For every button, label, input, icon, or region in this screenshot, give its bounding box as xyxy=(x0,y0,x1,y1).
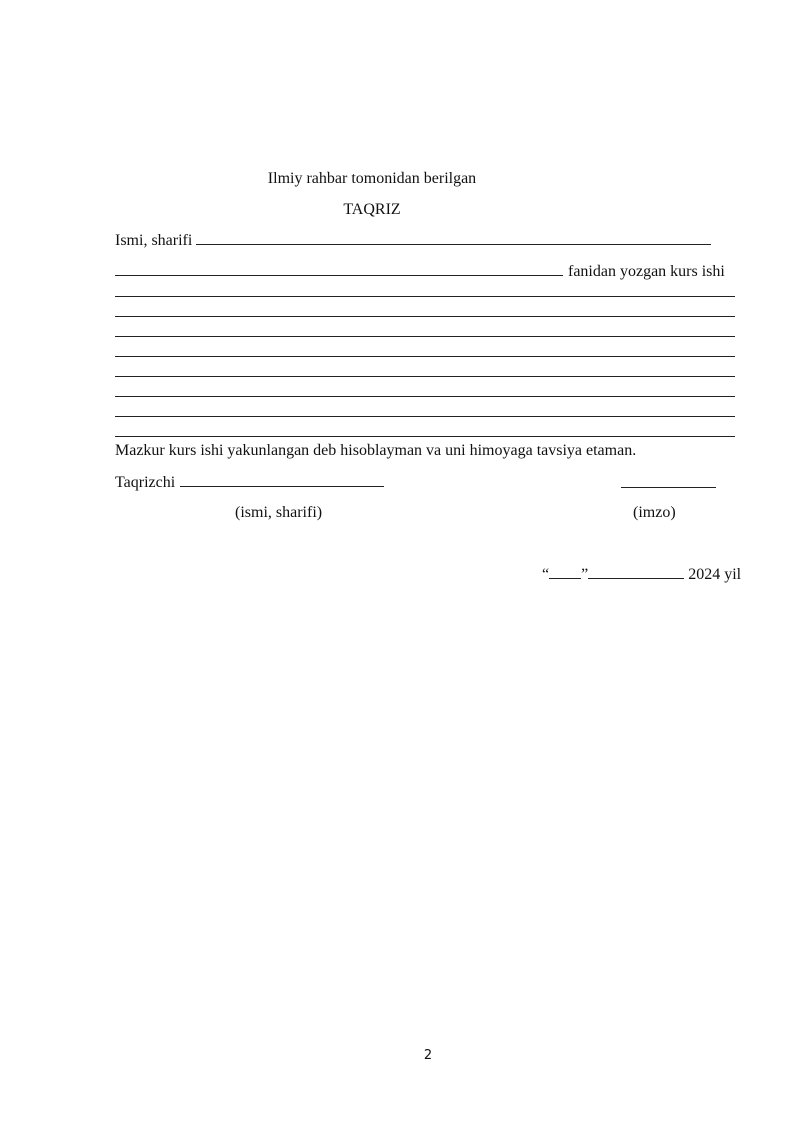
page-number: 2 xyxy=(423,1048,433,1063)
date-year: 2024 yil xyxy=(688,566,742,583)
review-blank-line-6[interactable] xyxy=(115,396,735,397)
review-blank-line-5[interactable] xyxy=(115,376,735,377)
name-label: Ismi, sharifi xyxy=(115,232,193,249)
date-row xyxy=(542,564,741,585)
date-open-quote: “ xyxy=(542,566,550,583)
name-caption: (ismi, sharifi) xyxy=(235,504,323,521)
signature-blank-line[interactable] xyxy=(621,487,716,488)
review-blank-line-3[interactable] xyxy=(115,336,735,337)
document-subtitle: Ilmiy rahbar tomonidan berilgan xyxy=(267,170,477,187)
name-field-row xyxy=(115,230,711,251)
date-close-quote: ” xyxy=(581,566,589,583)
reviewer-row xyxy=(115,472,384,493)
subject-field-row xyxy=(115,261,725,282)
reviewer-name-blank-line[interactable] xyxy=(180,472,384,487)
review-blank-line-2[interactable] xyxy=(115,316,735,317)
date-month-blank[interactable] xyxy=(588,564,684,579)
reviewer-label: Taqrizchi xyxy=(115,474,176,491)
review-blank-line-1[interactable] xyxy=(115,296,735,297)
signature-caption: (imzo) xyxy=(633,504,676,521)
name-blank-line[interactable] xyxy=(196,230,711,245)
review-blank-line-8[interactable] xyxy=(115,436,735,437)
document-title: TAQRIZ xyxy=(343,201,401,218)
review-blank-line-4[interactable] xyxy=(115,356,735,357)
conclusion-text: Mazkur kurs ishi yakunlangan deb hisoblayman va uni himoyaga tavsiya etaman. xyxy=(115,442,637,459)
date-day-blank[interactable] xyxy=(549,564,581,579)
subject-blank-line[interactable] xyxy=(115,261,563,276)
subject-suffix: fanidan yozgan kurs ishi xyxy=(568,263,725,280)
review-blank-line-7[interactable] xyxy=(115,416,735,417)
